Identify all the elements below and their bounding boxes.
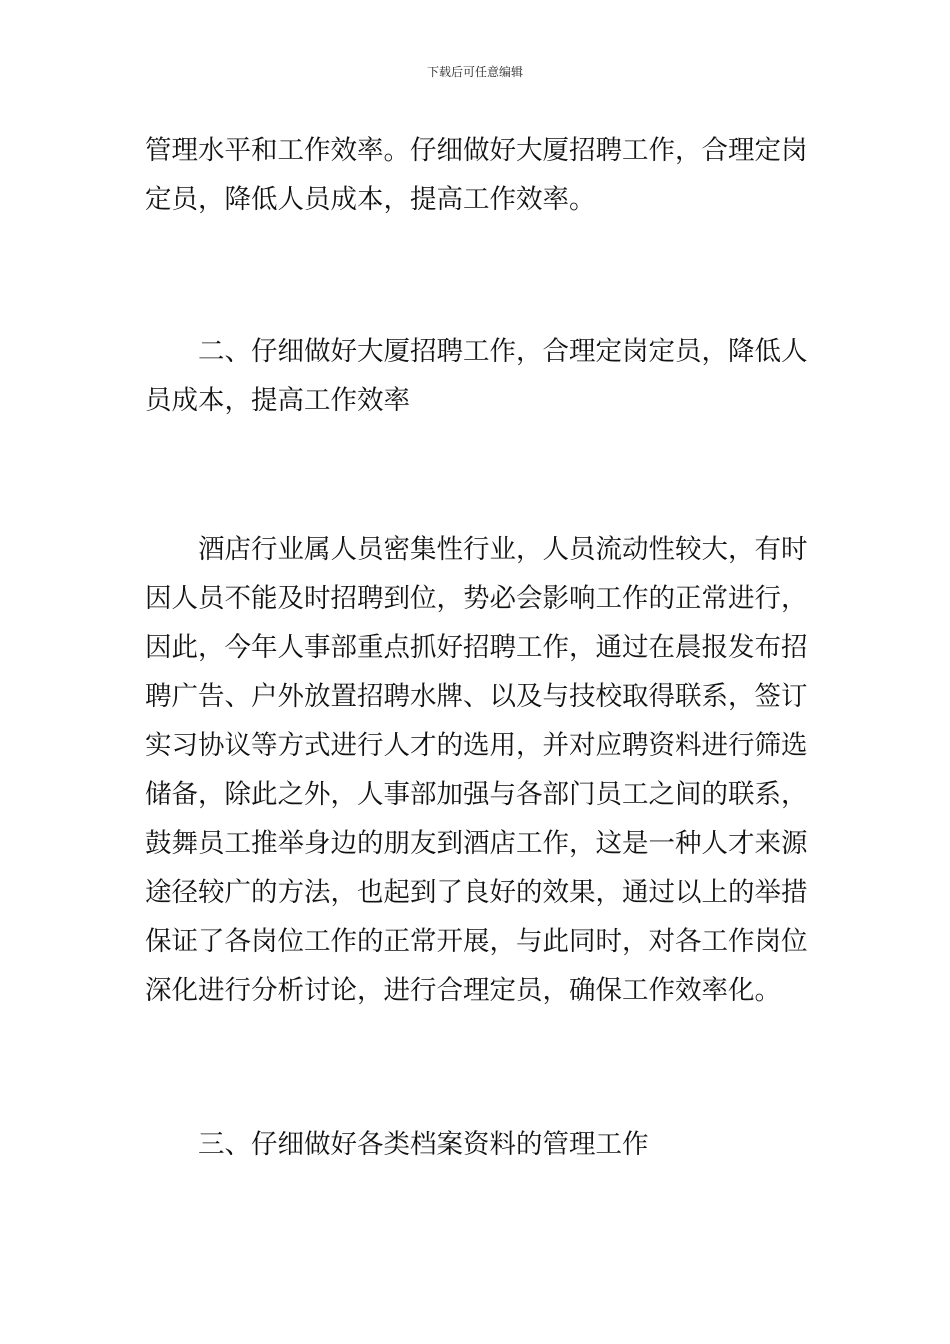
text-line: 因人员不能及时招聘到位，势必会影响工作的正常进行， [145,583,808,614]
text-line: 酒店行业属人员密集性行业，人员流动性较大，有时 [198,534,808,565]
text-line: 途径较广的方法，也起到了良好的效果，通过以上的举措 [145,877,808,908]
page-header: 下载后可任意编辑 [426,65,523,79]
text-line: 储备，除此之外，人事部加强与各部门员工之间的联系， [145,779,808,810]
section-heading-2 [145,327,810,425]
text-line: 深化进行分析讨论，进行合理定员，确保工作效率化。 [145,975,781,1006]
paragraph-continuation [145,126,810,224]
section-heading-3 [145,1120,810,1169]
text-line: 实习协议等方式进行人才的选用，并对应聘资料进行筛选 [145,730,808,761]
text-line: 保证了各岗位工作的正常开展，与此同时，对各工作岗位 [145,926,808,957]
text-line: 三、仔细做好各类档案资料的管理工作 [198,1129,649,1160]
body-paragraph [145,525,810,1015]
text-line: 二、仔细做好大厦招聘工作，合理定岗定员，降低人 [198,336,808,367]
text-line: 定员，降低人员成本，提高工作效率。 [145,184,596,215]
text-line: 员成本，提高工作效率 [145,385,410,416]
text-line: 管理水平和工作效率。仔细做好大厦招聘工作，合理定岗 [145,135,808,166]
text-line: 因此，今年人事部重点抓好招聘工作，通过在晨报发布招 [145,632,808,663]
text-line: 鼓舞员工推举身边的朋友到酒店工作，这是一种人才来源 [145,828,808,859]
text-line: 聘广告、户外放置招聘水牌、以及与技校取得联系，签订 [145,681,808,712]
